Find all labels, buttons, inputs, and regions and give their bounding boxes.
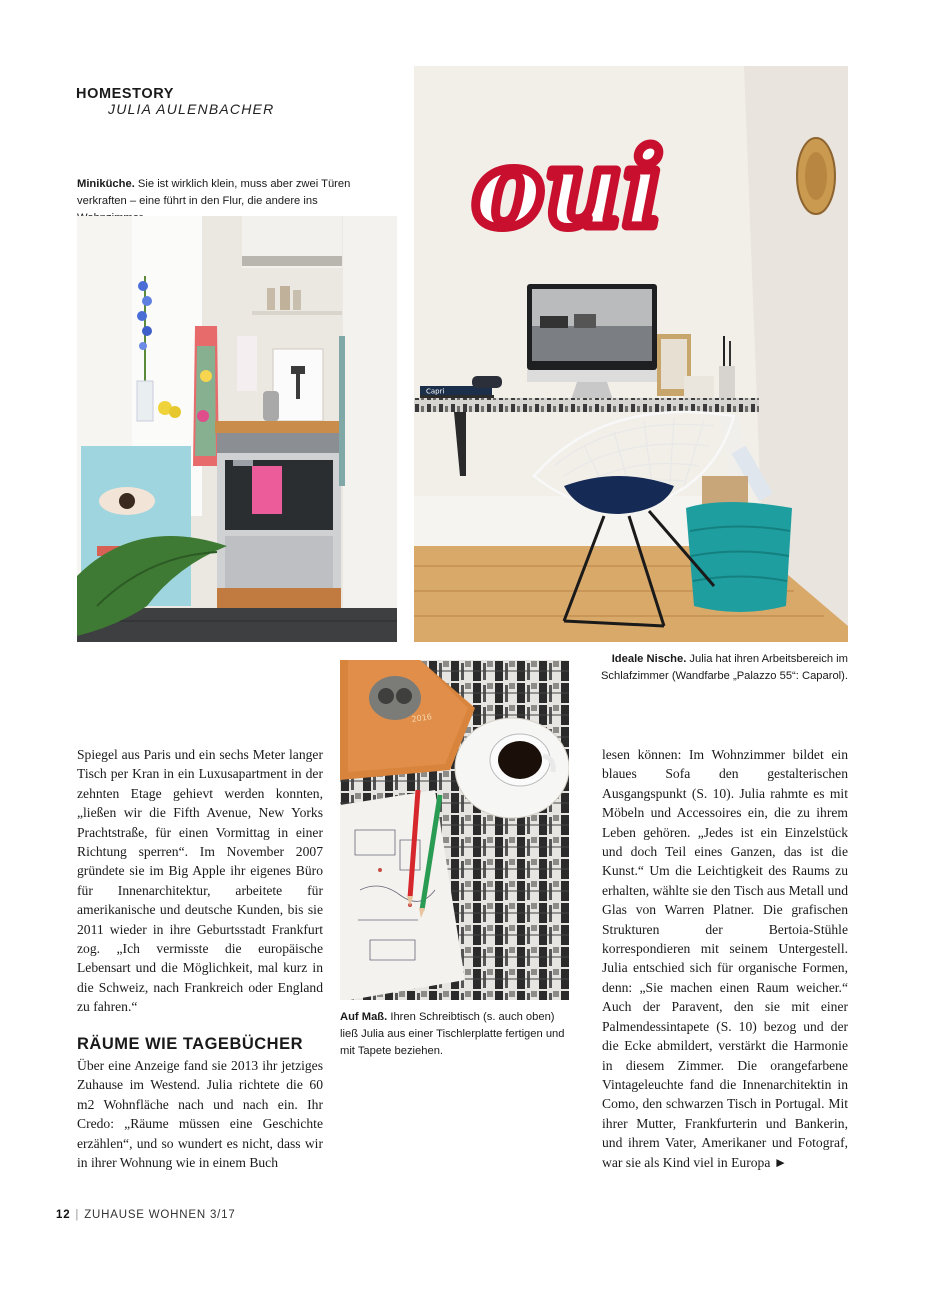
body-column-right <box>602 745 848 1172</box>
continue-arrow-icon: ► <box>773 1154 788 1170</box>
body-paragraph: Über eine Anzeige fand sie 2013 ihr jetziges Zuhause im Westend. Julia richtete die 60 m2 Wohnfläche nach und nach ein. Ihr Credo: „Räume müssen eine Geschichte erzählen“, und so wundert es nicht, dass wir in ihrer Wohnung wie in einem Buch <box>77 1058 323 1171</box>
kitchen-photo <box>77 216 397 642</box>
body-paragraph: lesen können: Im Wohnzimmer bildet ein blaues Sofa den gestalterischen Ausgangspunkt (S. 10). Julia rahmte es mit Möbeln und Accessoires ein, die zu ihrem Leben gehören. „Jedes ist ein Einzelstück und doch Teil eines Ganzen, das ist die Kunst.“ Um die Leichtigkeit des Raums zu erhalten, wählte sie den Tisch aus Metall und Glas von Warren Platner. Die grafischen Strukturen der Bertoia-Stühle korrespondieren mit seinem Untergestell. Julia entschied sich für organische Formen, denn: „Sie machen einen Raum weicher.“ Auch der Paravent, den sie mit einer Palmendessintapete (S. 10) bezog und der die Ecke abmildert, verstärkt die Harmonie in diesem Zimmer. Die orangefarbene Vintageleuchte fand die Innenarchitektin in Como, den schwarzen Tisch in Portugal. Mit ihrer Mutter, Frankfurterin und Bankerin, und ihrem Vater, Amerikaner und Fotograf, war sie als Kind viel in Europa <box>602 747 848 1170</box>
caption-niche <box>585 651 848 685</box>
caption-desk-lead: Auf Maß. <box>340 1011 388 1023</box>
diary-year: 2016 <box>411 712 433 724</box>
caption-kitchen-text: Sie ist wirklich klein, muss aber zwei Türen verkraften – eine führt in den Flur, die andere ins <box>77 178 351 207</box>
author-byline: JULIA AULENBACHER <box>108 101 275 117</box>
caption-kitchen-lead: Miniküche. <box>77 178 135 190</box>
caption-desk-text: Ihren Schreibtisch (s. auch oben) ließ Julia aus einer Tischlerplatte fertigen und mit Tapete beziehen. <box>340 1011 565 1057</box>
section-kicker: HOMESTORY <box>76 86 175 102</box>
issue-number: 3/17 <box>209 1209 236 1221</box>
magazine-name: ZUHAUSE WOHNEN <box>84 1209 206 1221</box>
body-column-left <box>77 745 323 1017</box>
body-column-left-2 <box>77 1056 323 1172</box>
oui-sign-glyphs: oui <box>472 126 664 252</box>
page-footer: 12 | ZUHAUSE WOHNEN 3/17 <box>56 1209 236 1221</box>
niche-photo <box>414 66 848 642</box>
body-paragraph: Spiegel aus Paris und ein sechs Meter langer Tisch per Kran in ein Luxusapartment in der zehnten Etage gehievt werden konnten, „ließen wir die Fifth Avenue, New Yorks Prachtstraße, für einen Vormittag in einer Richtung sperren“. Im November 2007 gründete sie im Big Apple ihr eigenes Büro für Innenarchitektur, arbeitete für amerikanische und deutsche Kunden, bis sie 2011 wieder in ihre Geburtsstadt Frankfurt zog. „Ich vermisste die europäische Lebensart und die Möglichkeit, mal kurz in die Schweiz, nach Frankreich oder England zu fahren.“ <box>77 747 323 1015</box>
page-number: 12 <box>56 1209 71 1221</box>
caption-niche-text: Julia hat ihren Arbeitsbereich im Schlafzimmer (Wandfarbe „Palazzo 55“: Caparol). <box>600 653 848 682</box>
desk-photo <box>340 660 569 1000</box>
caption-niche-lead: Ideale Nische. <box>611 653 687 665</box>
book-label: Capri <box>426 387 445 396</box>
section-heading: RÄUME WIE TAGEBÜCHER <box>77 1035 304 1053</box>
caption-desk <box>340 1009 569 1060</box>
